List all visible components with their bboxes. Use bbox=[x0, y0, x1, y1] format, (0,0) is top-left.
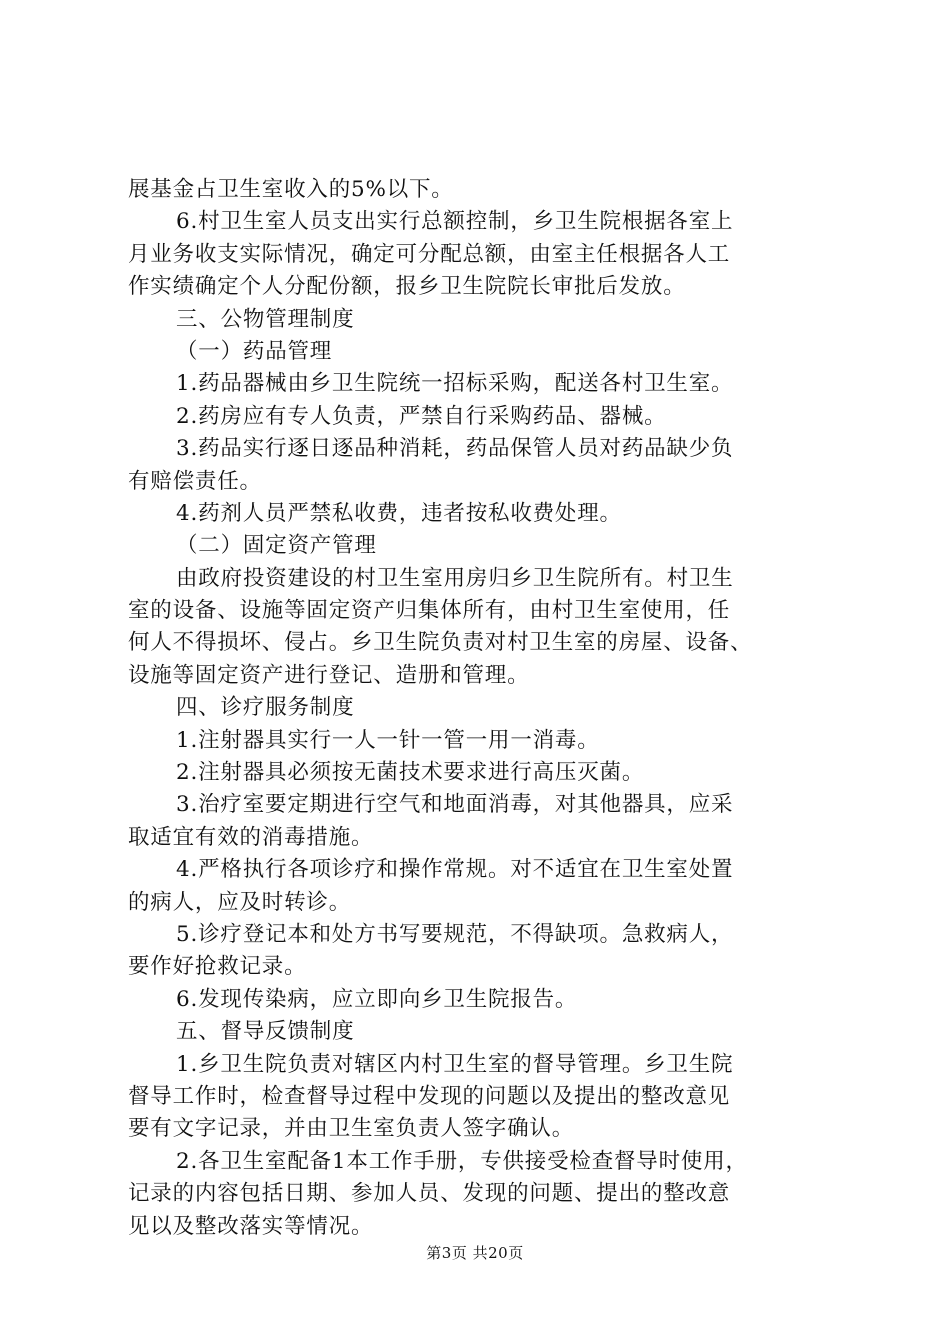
text-line: 3.药品实行逐日逐品种消耗，药品保管人员对药品缺少负 bbox=[176, 436, 734, 462]
text-line: 要有文字记录，并由卫生室负责人签字确认。 bbox=[128, 1116, 575, 1142]
text-line: 6.发现传染病，应立即向乡卫生院报告。 bbox=[176, 986, 578, 1012]
text-line: （一）药品管理 bbox=[176, 338, 333, 364]
text-line: 四、诊疗服务制度 bbox=[176, 695, 355, 721]
text-line: 五、督导反馈制度 bbox=[176, 1019, 355, 1045]
text-line: 三、公物管理制度 bbox=[176, 306, 355, 332]
text-line: 1.药品器械由乡卫生院统一招标采购，配送各村卫生室。 bbox=[176, 371, 734, 397]
text-line: 月业务收支实际情况，确定可分配总额，由室主任根据各人工 bbox=[128, 241, 731, 267]
text-line: 何人不得损坏、侵占。乡卫生院负责对村卫生室的房屋、设备、 bbox=[128, 630, 753, 656]
text-line: 4.严格执行各项诊疗和操作常规。对不适宜在卫生室处置 bbox=[176, 857, 734, 883]
text-line: 的病人，应及时转诊。 bbox=[128, 889, 352, 915]
document-body bbox=[128, 174, 848, 1243]
text-line: 5.诊疗登记本和处方书写要规范，不得缺项。急救病人， bbox=[176, 921, 734, 947]
text-line: 3.治疗室要定期进行空气和地面消毒，对其他器具，应采 bbox=[176, 792, 734, 818]
text-line: 2.各卫生室配备1本工作手册，专供接受检查督导时使用， bbox=[176, 1148, 748, 1174]
text-line: 室的设备、设施等固定资产归集体所有，由村卫生室使用，任 bbox=[128, 598, 731, 624]
text-line: 1.注射器具实行一人一针一管一用一消毒。 bbox=[176, 727, 600, 753]
text-line: 督导工作时，检查督导过程中发现的问题以及提出的整改意见 bbox=[128, 1083, 731, 1109]
text-line: 6.村卫生室人员支出实行总额控制，乡卫生院根据各室上 bbox=[176, 209, 734, 235]
text-line: 见以及整改落实等情况。 bbox=[128, 1213, 374, 1239]
text-line: 展基金占卫生室收入的5%以下。 bbox=[128, 177, 454, 202]
text-line: 有赔偿责任。 bbox=[128, 468, 262, 494]
text-line: 4.药剂人员严禁私收费，违者按私收费处理。 bbox=[176, 500, 622, 526]
text-line: 2.药房应有专人负责，严禁自行采购药品、器械。 bbox=[176, 403, 667, 429]
text-line: 2.注射器具必须按无菌技术要求进行高压灭菌。 bbox=[176, 760, 645, 786]
text-line: 作实绩确定个人分配份额，报乡卫生院院长审批后发放。 bbox=[128, 274, 686, 300]
text-line: （二）固定资产管理 bbox=[176, 533, 377, 559]
text-line: 要作好抢救记录。 bbox=[128, 954, 307, 980]
text-line: 由政府投资建设的村卫生室用房归乡卫生院所有。村卫生 bbox=[176, 565, 734, 591]
text-line: 取适宜有效的消毒措施。 bbox=[128, 824, 374, 850]
text-line: 设施等固定资产进行登记、造册和管理。 bbox=[128, 662, 530, 688]
text-line: 记录的内容包括日期、参加人员、发现的问题、提出的整改意 bbox=[128, 1181, 731, 1207]
text-line: 1.乡卫生院负责对辖区内村卫生室的督导管理。乡卫生院 bbox=[176, 1051, 734, 1077]
page-footer: 第3页 共20页 bbox=[426, 1244, 524, 1262]
